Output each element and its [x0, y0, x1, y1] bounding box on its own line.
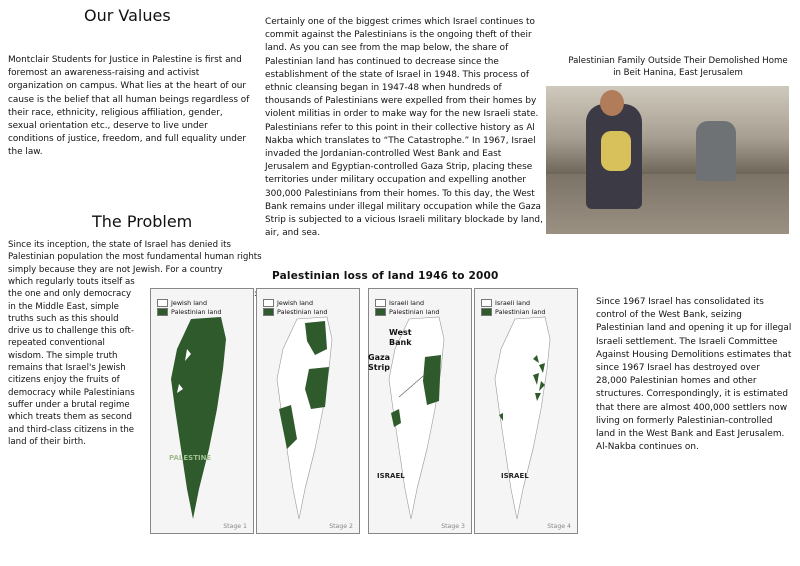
family-photo	[546, 86, 789, 234]
problem-text: which regularly touts itself as the one and only democracy in the Middle East, simple truths such as this should drive us to challenge this oft-repeated conventional wisdom. The simple truth remains that Israel's Jewish citizens enjoy the fruits of democracy while Palestinians suffer under a brutal regime which treats them as second and third-class citizens in the land of their birth.	[8, 277, 135, 447]
problem-intro: Since its inception, the state of Israel has denied its Palestinian population the most fundamental human rights simply because they are not Jewish. For a country	[8, 240, 262, 275]
values-text: Montclair Students for Justice in Palestine is first and foremost an awareness-raising and activist organization on campus. What lies at the heart of our cause is the belief that all human beings regardless of their race, ethnicity, religious affiliation, gender, sexual orientation etc., deserve to live under conditions of justice, freedom, and full equality under the law.	[8, 55, 250, 158]
map-label: PALESTINE	[169, 454, 212, 462]
callout-west-bank: West Bank	[389, 328, 412, 347]
map-stage: Stage 1	[223, 523, 247, 530]
map-stage: Stage 2	[329, 523, 353, 530]
photo-caption: Palestinian Family Outside Their Demolished Home in Beit Hanina, East Jerusalem	[568, 56, 788, 78]
map-panel-1947	[256, 288, 360, 534]
map-panel-2000	[474, 288, 578, 534]
map-legend: Israeli land Palestinian land	[481, 299, 545, 317]
map-shape	[151, 289, 253, 533]
map-label: ISRAEL	[377, 472, 405, 480]
map-label: ISRAEL	[501, 472, 529, 480]
map-panel-1946	[150, 288, 254, 534]
values-heading: Our Values	[84, 6, 171, 25]
callout-gaza-strip: Gaza Strip	[368, 353, 391, 372]
map-shape	[369, 289, 471, 533]
map-stage: Stage 4	[547, 523, 571, 530]
map-shape	[475, 289, 577, 533]
map-legend: Jewish land Palestinian land	[263, 299, 327, 317]
map-panel-1949-1967	[368, 288, 472, 534]
middle-text: Certainly one of the biggest crimes which Israel continues to commit against the Palestinians is the ongoing theft of their land. As you can see from the map below, the share of Palestinian land has continued to decrease since the establishment of the state of Israel in 1948. This process of ethnic cleansing began in 1947-48 when hundreds of thousands of Palestinians were expelled from their homes by violent militias in order to make way for the new Israeli state. Palestinians refer to this point in their collective history as Al Nakba which translates to “The Catastrophe.” In 1967, Israel invaded the Jordanian-controlled West Bank and East Jerusalem and Egyptian-controlled Gaza Strip, placing these territories under military occupation and expelling another 300,000 Palestinians from their homes. To this day, the West Bank remains under illegal military occupation while the Gaza Strip is subjected to a vicious Israeli military blockade by land, air, and sea.	[265, 17, 543, 239]
map-shape	[257, 289, 359, 533]
maps-title: Palestinian loss of land 1946 to 2000	[272, 270, 499, 282]
map-stage: Stage 3	[441, 523, 465, 530]
map-legend: Israeli land Palestinian land	[375, 299, 439, 317]
problem-heading: The Problem	[92, 212, 193, 231]
map-legend: Jewish land Palestinian land	[157, 299, 221, 317]
right-text: Since 1967 Israel has consolidated its control of the West Bank, seizing Palestinian land and opening it up for illegal Israeli settlement. The Israeli Committee Against Housing Demolitions estimates that since 1967 Israel has destroyed over 28,000 Palestinian homes and other structures. Correspondingly, it is estimated that there are almost 400,000 settlers now living on formerly Palestinian-controlled land in the West Bank and East Jerusalem. Al-Nakba continues on.	[596, 297, 792, 453]
